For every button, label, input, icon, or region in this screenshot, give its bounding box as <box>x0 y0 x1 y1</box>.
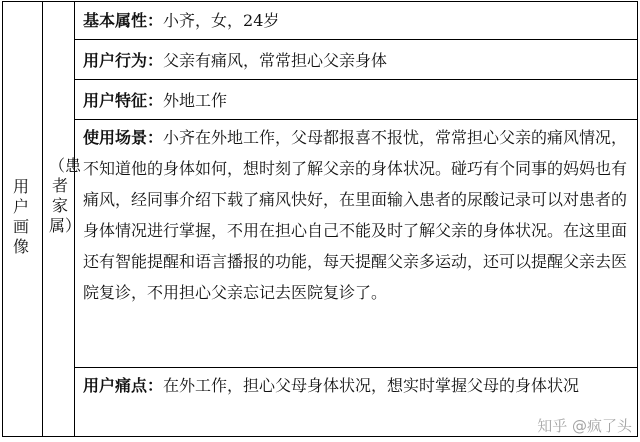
left-title-column <box>3 2 43 436</box>
usage-scenario-label: 使用场景： <box>83 128 164 147</box>
user-persona-title: 用户画像 <box>12 177 29 256</box>
user-pain-points-value: 在外工作，担心父母身体状况，想实时掌握父母的身体状况 <box>163 376 580 395</box>
persona-rows <box>75 2 637 436</box>
user-traits-value: 外地工作 <box>163 91 228 110</box>
patient-family-subtitle: （患者家属） <box>49 156 82 235</box>
user-behavior-label: 用户行为： <box>83 51 164 70</box>
zhihu-watermark: 知乎 @疯了头 <box>537 417 632 435</box>
basic-attributes-row <box>75 2 637 40</box>
usage-scenario-row <box>75 120 637 368</box>
user-traits-label: 用户特征： <box>83 91 164 110</box>
user-behavior-row <box>75 40 637 80</box>
user-persona-table <box>2 1 638 437</box>
user-behavior-value: 父亲有痛风，常常担心父亲身体 <box>163 51 388 70</box>
user-pain-points-label: 用户痛点： <box>83 376 164 395</box>
basic-attributes-label: 基本属性： <box>83 11 164 30</box>
user-pain-points-row <box>75 368 637 438</box>
usage-scenario-value: 小齐在外地工作，父母都报喜不报忧，常常担心父亲的痛风情况，不知道他的身体如何，想时刻了解父亲的身体状况。碰巧有个同事的妈妈也有痛风，经同事介绍下载了痛风快好，在里面输入患者的尿酸记录可以对患者的身体情况进行掌握，不用在担心自己不能及时了解父亲的身体状况。在这里面还有智能提醒和语言播报的功能，每天提醒父亲多运动，还可以提醒父亲去医院复诊，不用担心父亲忘记去医院复诊了。 <box>83 128 628 302</box>
user-traits-row <box>75 80 637 120</box>
basic-attributes-value: 小齐，女，24岁 <box>163 11 280 30</box>
left-subtitle-column <box>43 2 82 436</box>
